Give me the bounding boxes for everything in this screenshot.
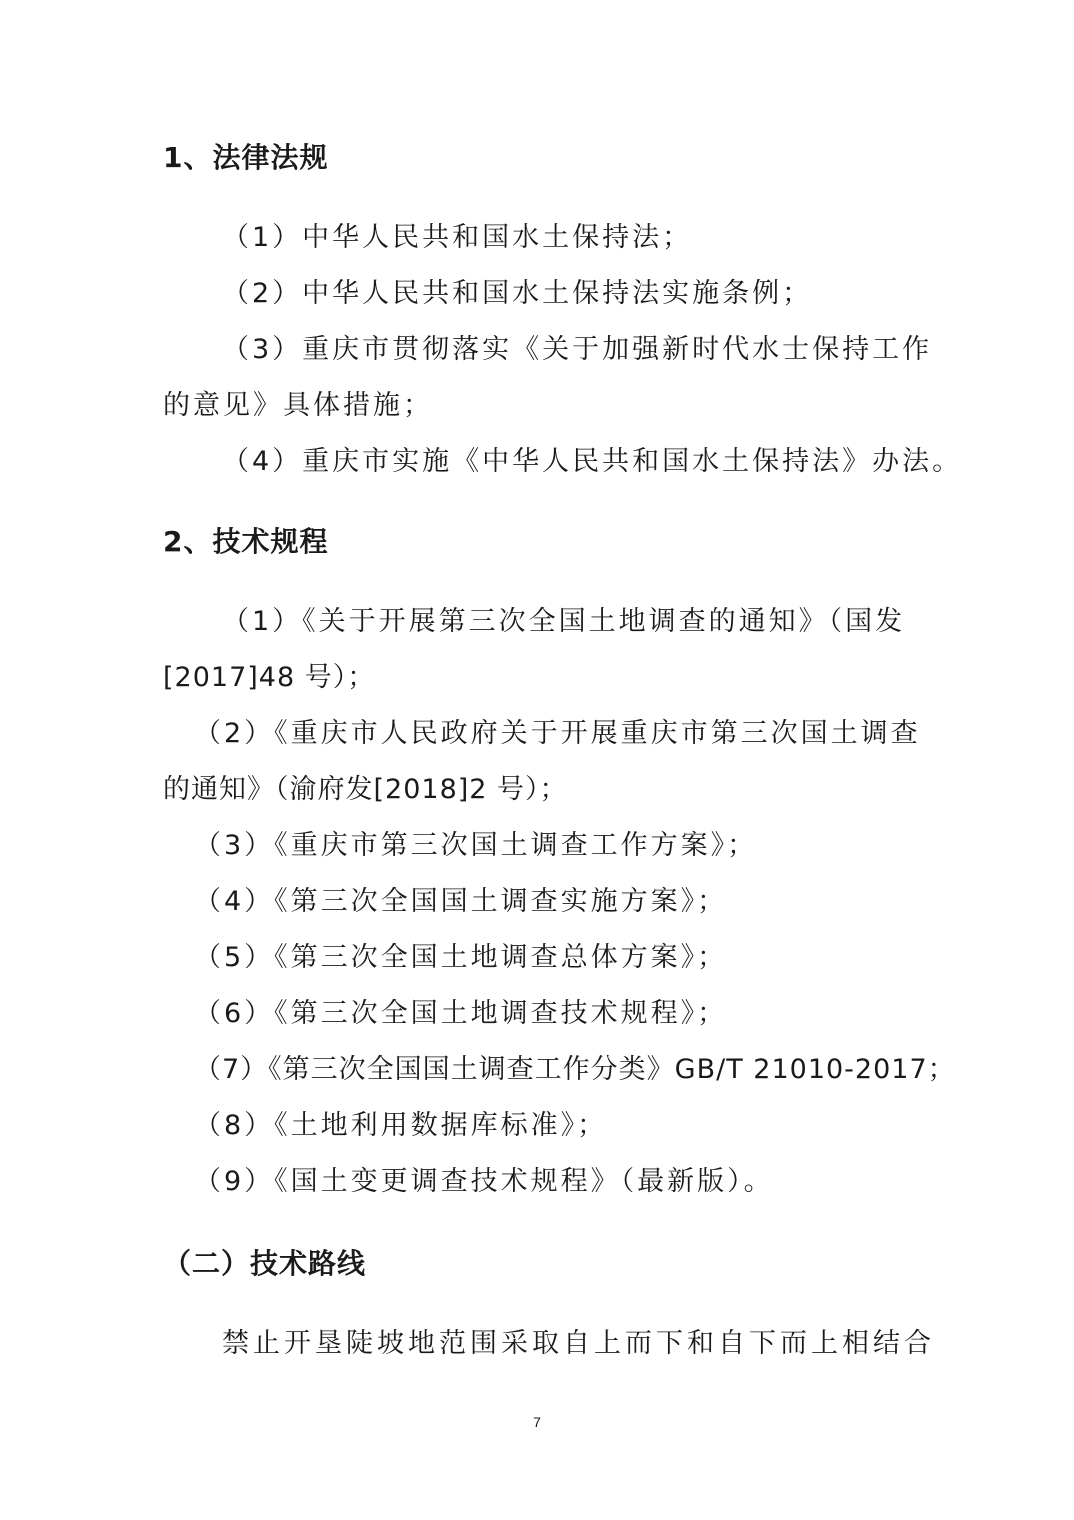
list-item: （1）中华人民共和国水土保持法； [222, 222, 693, 253]
section-heading-technical-route: （二）技术路线 [163, 1247, 367, 1280]
list-item: （6）《第三次全国土地调查技术规程》； [194, 998, 728, 1029]
page-number: 7 [533, 1414, 541, 1430]
list-item-continuation: 的通知》（渝府发[2018]2 号）； [163, 774, 568, 805]
list-item: （3）《重庆市第三次国土调查工作方案》； [194, 830, 758, 861]
list-item: （2）中华人民共和国水土保持法实施条例； [222, 278, 813, 309]
section-heading-technical-rules: 2、技术规程 [163, 525, 329, 558]
list-item: （8）《土地利用数据库标准》； [194, 1110, 608, 1141]
list-item: （2）《重庆市人民政府关于开展重庆市第三次国土调查 [194, 718, 921, 749]
list-item: （4）重庆市实施《中华人民共和国水土保持法》办法。 [222, 446, 963, 477]
list-item-continuation: [2017]48 号）； [163, 662, 376, 693]
list-item-continuation: 的意见》具体措施； [163, 390, 433, 421]
section-heading-laws: 1、法律法规 [163, 141, 329, 174]
list-item: （5）《第三次全国土地调查总体方案》； [194, 942, 728, 973]
list-item: （3）重庆市贯彻落实《关于加强新时代水士保持工作 [222, 334, 933, 365]
list-item: （4）《第三次全国国土调查实施方案》； [194, 886, 728, 917]
body-paragraph: 禁止开垦陡坡地范围采取自上而下和自下而上相结合 [222, 1328, 935, 1359]
list-item: （9）《国土变更调查技术规程》（最新版）。 [194, 1166, 774, 1197]
list-item: （1）《关于开展第三次全国土地调查的通知》（国发 [222, 606, 906, 637]
list-item: （7）《第三次全国国土调查工作分类》GB/T 21010-2017； [194, 1054, 956, 1085]
